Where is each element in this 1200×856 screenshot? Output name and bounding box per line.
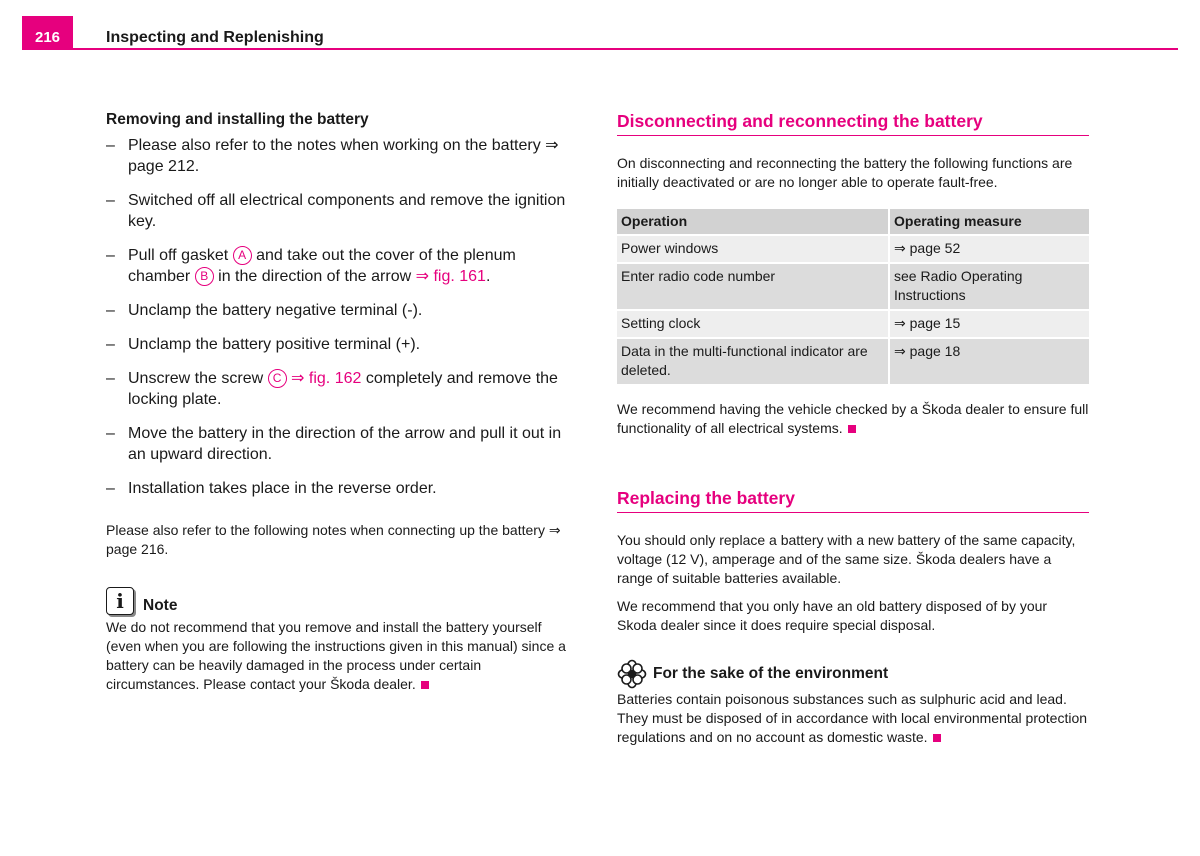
step-text: Switched off all electrical components and remove the ignition key. — [128, 192, 566, 230]
step-5 — [106, 334, 578, 355]
flower-icon — [617, 659, 647, 689]
callout-b: B — [195, 267, 214, 286]
dash: – — [106, 302, 115, 319]
step-6 — [106, 368, 578, 410]
section-title-disconnecting: Disconnecting and reconnecting the battery — [617, 111, 1089, 136]
col-header-operation: Operation — [617, 209, 890, 236]
dash: – — [106, 370, 115, 387]
step-text: Pull off gasket — [128, 247, 233, 264]
table-cell-link[interactable]: ⇒ page 18 — [890, 339, 1089, 386]
subheading-removing-installing: Removing and installing the battery — [106, 111, 369, 128]
step-2 — [106, 190, 578, 232]
disconnect-intro: On disconnecting and reconnecting the battery the following functions are initially deactivated or are no longer able to operate fault-free. — [617, 155, 1073, 190]
end-square-icon — [848, 425, 856, 433]
step-text: Unscrew the screw — [128, 370, 268, 387]
step-text: Please also refer to the notes when working on the battery — [128, 137, 546, 154]
fig-161-link[interactable]: ⇒ fig. 161 — [415, 268, 486, 285]
end-square-icon — [933, 734, 941, 742]
table-cell-link[interactable]: ⇒ page 52 — [890, 236, 1089, 264]
header-title: Inspecting and Replenishing — [106, 29, 324, 46]
step-text: . — [485, 268, 491, 285]
col-header-measure: Operating measure — [890, 209, 1089, 236]
step-7 — [106, 423, 578, 465]
environment-text — [617, 690, 1089, 747]
page-number: 216 — [22, 16, 73, 50]
dash: – — [106, 247, 115, 264]
dash: – — [106, 425, 115, 442]
connecting-notes-paragraph — [106, 521, 578, 559]
dash: – — [106, 480, 115, 497]
page-ref-link[interactable]: ⇒ page 212. — [128, 137, 559, 175]
table-row — [617, 236, 1089, 264]
table-cell-link[interactable]: ⇒ page 15 — [890, 311, 1089, 339]
note-header — [106, 587, 578, 615]
table-cell: Enter radio code number — [617, 264, 890, 311]
table-cell: Setting clock — [617, 311, 890, 339]
replace-paragraph-1: You should only replace a battery with a new battery of the same capacity, voltage (12 V), amperage and of the same size. Škoda dealers have a range of suitable batteries available. — [617, 532, 1076, 586]
table-cell: Power windows — [617, 236, 890, 264]
disconnect-outro — [617, 400, 1089, 438]
replace-paragraph-2: We recommend that you only have an old battery disposed of by your Skoda dealer since it does require special disposal. — [617, 598, 1048, 633]
env-body: Batteries contain poisonous substances such as sulphuric acid and lead. They must be disposed of in accordance with local environmental protection regulations and on no account as domestic waste. — [617, 691, 1088, 745]
header-rule — [22, 48, 1178, 50]
functions-table — [617, 209, 1089, 386]
note-title: Note — [143, 597, 178, 614]
section-title-replacing: Replacing the battery — [617, 488, 1089, 513]
step-1 — [106, 135, 578, 177]
table-cell: Data in the multi-functional indicator are deleted. — [617, 339, 890, 386]
callout-a: A — [233, 246, 252, 265]
steps-list — [106, 135, 578, 499]
table-header-row — [617, 209, 1089, 236]
fig-162-link[interactable]: ⇒ fig. 162 — [291, 370, 362, 387]
step-text: in the direction of the arrow — [213, 268, 416, 285]
step-3 — [106, 245, 578, 287]
page-216-link[interactable]: ⇒ page 216. — [106, 522, 561, 557]
note-body: We do not recommend that you remove and install the battery yourself (even when you are following the instructions given in this manual) since a battery can be heavily damaged in the process under certain circumstances. Please contact your Škoda dealer. — [106, 619, 566, 692]
environment-header — [617, 659, 1089, 689]
dash: – — [106, 137, 115, 154]
right-column — [617, 111, 1089, 747]
step-text: Installation takes place in the reverse order. — [128, 480, 437, 497]
step-text: Move the battery in the direction of the arrow and pull it out in an upward direction. — [128, 425, 562, 463]
para-text: Please also refer to the following notes when connecting up the battery — [106, 522, 549, 538]
table-row — [617, 264, 1089, 311]
step-text: Unclamp the battery negative terminal (-). — [128, 302, 423, 319]
step-4 — [106, 300, 578, 321]
outro-text: We recommend having the vehicle checked by a Škoda dealer to ensure full functionality of all electrical systems. — [617, 401, 1089, 436]
callout-c: C — [268, 369, 287, 388]
info-icon: i — [106, 587, 134, 615]
left-column — [106, 111, 578, 694]
step-8 — [106, 478, 578, 499]
note-text — [106, 618, 578, 694]
end-square-icon — [421, 681, 429, 689]
table-row — [617, 311, 1089, 339]
dash: – — [106, 336, 115, 353]
step-text: completely and remove the locking plate. — [128, 370, 558, 408]
environment-title: For the sake of the environment — [653, 665, 889, 682]
step-text: Unclamp the battery positive terminal (+). — [128, 336, 421, 353]
step-text: and take out the cover of the plenum chamber — [128, 247, 516, 285]
table-row — [617, 339, 1089, 386]
dash: – — [106, 192, 115, 209]
table-cell: see Radio Operating Instructions — [890, 264, 1089, 311]
